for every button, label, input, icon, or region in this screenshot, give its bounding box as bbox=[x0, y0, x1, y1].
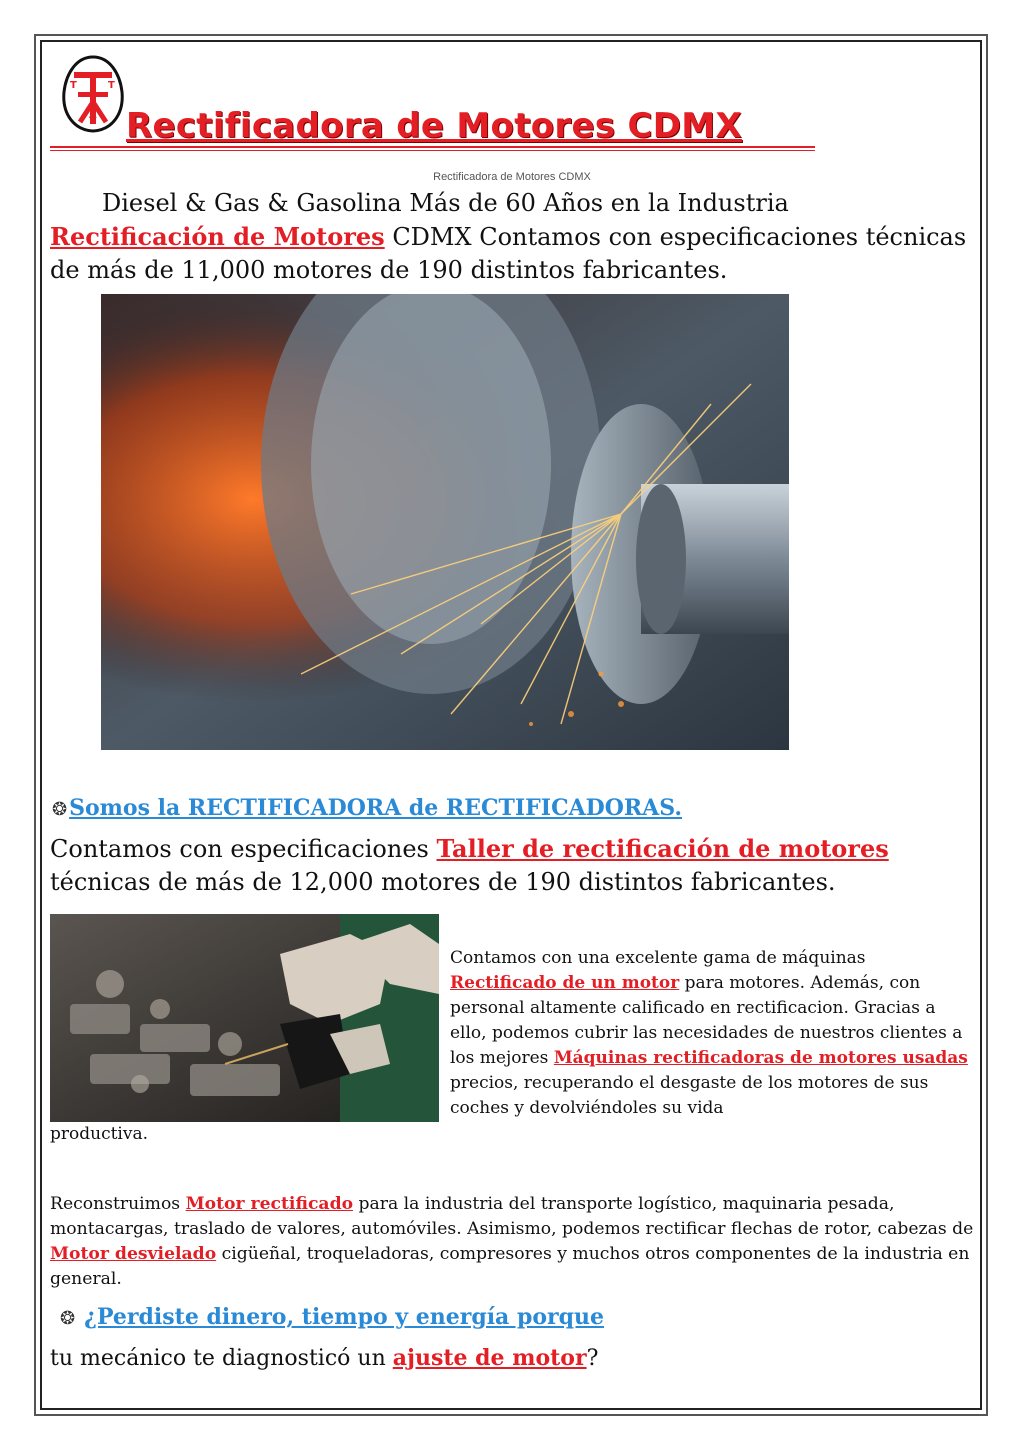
machines-text: Contamos con una excelente gama de máquinas bbox=[450, 948, 866, 968]
link-motor-desvielado[interactable]: Motor desvielado bbox=[50, 1244, 217, 1264]
rebuild-text: cigüeñal, troqueladoras, compresores y muchos otros componentes de la industria en general. bbox=[50, 1244, 970, 1289]
section1-text: Contamos con especificaciones bbox=[50, 835, 437, 863]
rebuild-paragraph bbox=[50, 1192, 975, 1292]
section-heading-perdiste bbox=[60, 1304, 604, 1330]
company-logo bbox=[58, 54, 128, 134]
intro-text: CDMX Contamos con especificaciones técnicas de más de 11,000 motores de 190 distintos fabricantes. bbox=[50, 223, 967, 284]
link-motor-rectificado[interactable]: Motor rectificado bbox=[185, 1194, 354, 1214]
machines-text: precios, recuperando el desgaste de los motores de sus coches y devolviéndoles su vida bbox=[450, 1073, 929, 1118]
link-rectificado-motor[interactable]: Rectificado de un motor bbox=[450, 973, 680, 993]
machines-paragraph bbox=[450, 946, 975, 1121]
rebuild-text: Reconstruimos bbox=[50, 1194, 186, 1214]
logo-letter: A bbox=[89, 110, 97, 121]
machines-text: para motores. Además, con personal altamente calificado en rectificacion. Gracias a ello, podemos cubrir las necesidades de nuestros clientes a los mejores bbox=[450, 973, 963, 1068]
flower-bullet-icon: ❂ bbox=[52, 799, 68, 820]
logo-letter: T bbox=[70, 80, 77, 91]
link-ajuste-motor[interactable]: ajuste de motor bbox=[392, 1345, 587, 1371]
link-maquinas-rectificadoras[interactable]: Máquinas rectificadoras de motores usadas bbox=[553, 1048, 968, 1068]
closing-text: tu mecánico te diagnosticó un bbox=[50, 1346, 393, 1371]
link-taller-rectificacion[interactable]: Taller de rectificación de motores bbox=[436, 834, 889, 863]
section-heading-rectificadora bbox=[52, 795, 682, 821]
rebuild-text: para la industria del transporte logístico, maquinaria pesada, montacargas, traslado de valores, automóviles. Asimismo, podemos rectificar flechas de rotor, cabezas de bbox=[50, 1194, 974, 1239]
title-underline bbox=[50, 146, 815, 151]
grinding-sparks-image bbox=[101, 294, 789, 750]
engine-oil-image bbox=[50, 914, 439, 1122]
closing-text: ? bbox=[586, 1346, 599, 1371]
image-caption: Rectificadora de Motores CDMX bbox=[433, 171, 591, 183]
logo-letter: T bbox=[108, 80, 115, 91]
closing-line bbox=[50, 1345, 598, 1371]
intro-line: Diesel & Gas & Gasolina Más de 60 Años en la Industria bbox=[102, 189, 789, 217]
intro-paragraph bbox=[50, 187, 975, 287]
link-rectificacion-motores[interactable]: Rectificación de Motores bbox=[50, 222, 385, 251]
section1-text: técnicas de más de 12,000 motores de 190 distintos fabricantes. bbox=[50, 868, 836, 896]
machines-paragraph-end: productiva. bbox=[50, 1124, 149, 1144]
flower-bullet-icon: ❂ bbox=[60, 1308, 76, 1329]
heading-link[interactable]: ¿Perdiste dinero, tiempo y energía porque bbox=[84, 1304, 604, 1330]
section1-paragraph bbox=[50, 832, 975, 899]
heading-link[interactable]: Somos la RECTIFICADORA de RECTIFICADORAS. bbox=[69, 795, 682, 821]
page-title: Rectificadora de Motores CDMX bbox=[126, 106, 742, 146]
